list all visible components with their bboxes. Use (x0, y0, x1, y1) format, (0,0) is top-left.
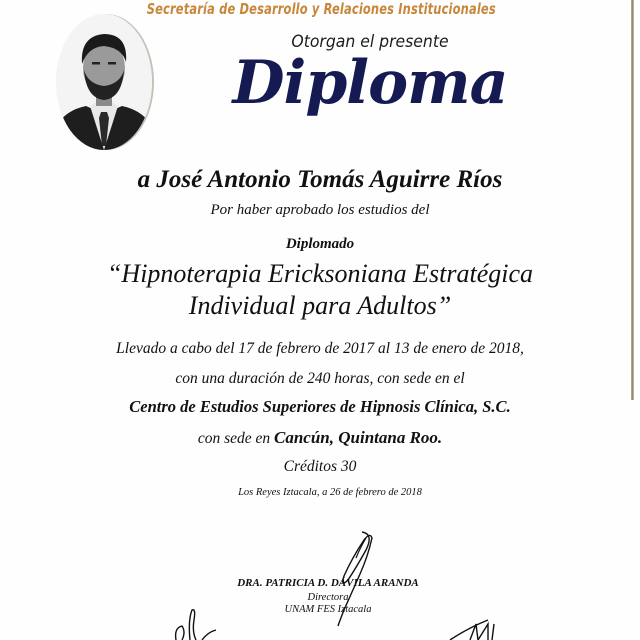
credits: Créditos 30 (283, 458, 357, 475)
program-type-label: Diplomado (285, 236, 355, 252)
location-place: Cancún, Quintana Roo. (274, 428, 443, 447)
signatory-role: Directora (307, 592, 349, 603)
issuing-office-header: Secretaría de Desarrollo y Relaciones Institucionales (146, 0, 496, 18)
document-title: Diploma (232, 48, 508, 118)
course-title (0, 258, 640, 322)
recipient-name: a José Antonio Tomás Aguirre Ríos (137, 166, 503, 193)
course-title-line-2: Individual para Adultos” (188, 291, 452, 320)
reason-text: Por haber aprobado los estudios del (210, 202, 430, 218)
location-prefix: con sede en (197, 430, 271, 447)
place-and-date: Los Reyes Iztacala, a 26 de febrero de 2018 (238, 487, 422, 498)
signatory-organization: UNAM FES Iztacala (284, 604, 372, 615)
course-duration: con una duración de 240 horas, con sede en el (175, 370, 465, 387)
location-line (0, 428, 640, 448)
left-signature-icon (172, 606, 232, 640)
course-dates: Llevado a cabo del 17 de febrero de 2017 al 13 de enero de 2018, (116, 340, 524, 357)
course-title-line-1: “Hipnoterapia Ericksoniana Estratégica (106, 259, 534, 288)
signatory-name: DRA. PATRICIA D. DÁVILA ARANDA (237, 577, 419, 589)
right-signature-icon (448, 618, 504, 640)
preamble-text: Otorgan el presente (291, 32, 449, 52)
institution-name: Centro de Estudios Superiores de Hipnosis Clínica, S.C. (129, 397, 511, 416)
